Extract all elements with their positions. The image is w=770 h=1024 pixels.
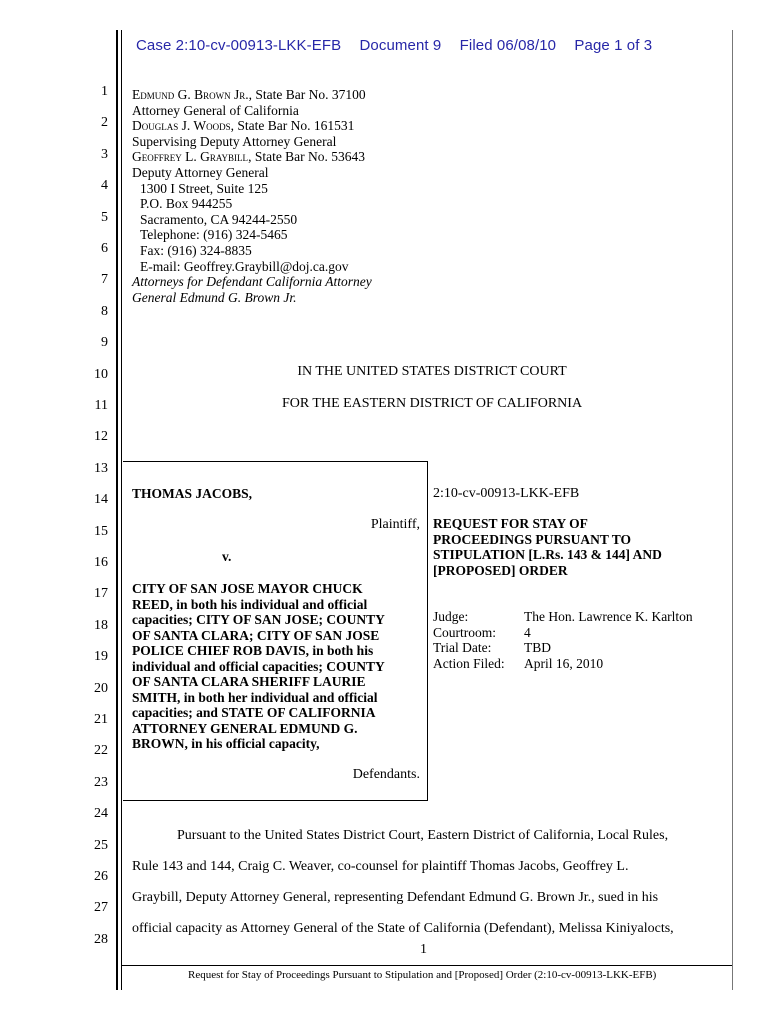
attorneys-for: Attorneys for Defendant California Attorney <box>132 274 372 290</box>
body-line: Rule 143 and 144, Craig C. Weaver, co-counsel for plaintiff Thomas Jacobs, Geoffrey L. <box>132 859 629 874</box>
telephone: Telephone: (916) 324-5465 <box>140 227 288 243</box>
line-number: 12 <box>94 429 108 445</box>
line-number: 8 <box>101 303 108 319</box>
defendant-line: POLICE CHIEF ROB DAVIS, in both his <box>132 643 374 658</box>
address-line: Sacramento, CA 94244-2550 <box>140 211 298 227</box>
line-number: 3 <box>101 146 108 162</box>
attorney-title: Supervising Deputy Attorney General <box>132 133 337 149</box>
trial-date-row <box>433 640 693 656</box>
defendant-line: OF SANTA CLARA SHERIFF LAURIE <box>132 674 366 689</box>
attorney-name: Edmund G. Brown Jr. <box>132 87 249 102</box>
document-number-stamp: Document 9 <box>359 37 442 54</box>
line-number: 28 <box>94 931 108 947</box>
judge-row <box>433 609 693 625</box>
line-number: 25 <box>94 837 108 853</box>
line-number: 14 <box>94 492 108 508</box>
filed-date-stamp: Filed 06/08/10 <box>459 37 557 54</box>
plaintiff-name: THOMAS JACOBS, <box>132 486 253 501</box>
action-filed-row <box>433 656 693 672</box>
defendant-line: individual and official capacities; COUNTY <box>132 658 385 674</box>
defendants-list <box>132 581 422 752</box>
attorney-title: Attorney General of California <box>132 102 299 118</box>
line-number: 26 <box>94 869 108 884</box>
defendant-line: OF SANTA CLARA; CITY OF SAN JOSE <box>132 627 380 643</box>
court-district: FOR THE EASTERN DISTRICT OF CALIFORNIA <box>281 396 583 411</box>
trial-date-value: TBD <box>524 640 551 655</box>
document-title-line: STIPULATION [L.Rs. 143 & 144] AND <box>433 547 662 562</box>
defendant-line: capacities; CITY OF SAN JOSE; COUNTY <box>132 612 385 627</box>
line-number: 7 <box>101 272 108 288</box>
case-number: 2:10-cv-00913-LKK-EFB <box>433 486 580 501</box>
body-line: Graybill, Deputy Attorney General, representing Defendant Edmund G. Brown Jr., sued in his <box>132 890 659 905</box>
document-title <box>433 516 723 578</box>
footer-divider <box>122 965 732 966</box>
attorney-bar-number: , State Bar No. 161531 <box>230 118 355 134</box>
attorney-name: Douglas J. Woods <box>132 118 231 134</box>
line-number: 1 <box>101 84 108 99</box>
courtroom-row <box>433 625 693 641</box>
document-title-line: [PROPOSED] ORDER <box>433 562 568 578</box>
document-title-line: REQUEST FOR STAY OF <box>433 516 588 531</box>
defendant-line: REED, in both his individual and official <box>132 596 368 612</box>
body-line: Pursuant to the United States District Court, Eastern District of California, Local Rules, <box>177 828 669 843</box>
left-margin-rule-inner <box>121 30 122 990</box>
line-number: 13 <box>94 460 108 476</box>
line-number: 22 <box>94 743 108 759</box>
line-number: 24 <box>94 806 108 822</box>
defendant-line: capacities; and STATE OF CALIFORNIA <box>132 705 376 720</box>
left-margin-rule <box>116 30 118 990</box>
document-title-line: PROCEEDINGS PURSUANT TO <box>433 531 632 547</box>
versus: v. <box>222 549 232 564</box>
line-number: 23 <box>94 774 108 790</box>
case-info-table <box>433 609 693 671</box>
attorney-block <box>132 87 372 305</box>
line-number: 4 <box>101 178 108 194</box>
email: E-mail: Geoffrey.Graybill@doj.ca.gov <box>140 258 349 274</box>
line-number: 10 <box>94 366 108 382</box>
attorney-title: Deputy Attorney General <box>132 164 269 180</box>
line-number: 19 <box>94 649 108 665</box>
body-line: official capacity as Attorney General of the State of California (Defendant), Melissa Kiniyalocts, <box>132 921 674 936</box>
trial-date-label: Trial Date: <box>433 640 492 655</box>
case-number-stamp: Case 2:10-cv-00913-LKK-EFB <box>136 37 342 54</box>
address-line: 1300 I Street, Suite 125 <box>140 180 268 196</box>
line-number: 5 <box>101 209 108 225</box>
courtroom-label: Courtroom: <box>433 624 496 640</box>
line-number: 16 <box>94 555 108 570</box>
attorneys-for: General Edmund G. Brown Jr. <box>132 289 297 305</box>
line-number: 21 <box>94 712 108 727</box>
fax: Fax: (916) 324-8835 <box>140 242 252 258</box>
right-margin-rule <box>732 30 733 990</box>
page-number: 1 <box>420 942 427 957</box>
line-number: 9 <box>101 335 108 351</box>
address-line: P.O. Box 944255 <box>140 196 233 212</box>
line-number: 27 <box>94 900 108 916</box>
attorney-name: Geoffrey L. Graybill <box>132 149 249 165</box>
judge-value: The Hon. Lawrence K. Karlton <box>524 609 693 624</box>
footer-text: Request for Stay of Proceedings Pursuant to Stipulation and [Proposed] Order (2:10-cv-00913-LKK-EFB) <box>188 969 657 981</box>
line-number: 11 <box>94 398 108 413</box>
judge-label: Judge: <box>433 609 469 624</box>
courtroom-value: 4 <box>524 624 531 640</box>
line-number: 20 <box>94 680 108 696</box>
defendant-line: CITY OF SAN JOSE MAYOR CHUCK <box>132 581 363 596</box>
filing-stamp-header <box>136 37 666 54</box>
defendant-line: SMITH, in both her individual and official <box>132 689 378 705</box>
defendant-line: ATTORNEY GENERAL EDMUND G. <box>132 720 358 736</box>
line-number: 6 <box>101 241 108 256</box>
attorney-bar-number: , State Bar No. 53643 <box>248 149 366 165</box>
plaintiff-label: Plaintiff, <box>370 517 420 532</box>
line-number: 17 <box>94 586 108 602</box>
line-number: 2 <box>101 115 108 131</box>
action-filed-label: Action Filed: <box>433 655 505 671</box>
defendants-label: Defendants. <box>352 767 420 782</box>
court-name: IN THE UNITED STATES DISTRICT COURT <box>297 364 567 379</box>
attorney-bar-number: , State Bar No. 37100 <box>248 87 366 102</box>
defendant-line: BROWN, in his official capacity, <box>132 736 320 751</box>
page-count-stamp: Page 1 of 3 <box>574 37 653 54</box>
action-filed-value: April 16, 2010 <box>524 655 604 671</box>
line-number: 15 <box>94 523 108 539</box>
line-number: 18 <box>94 617 108 633</box>
